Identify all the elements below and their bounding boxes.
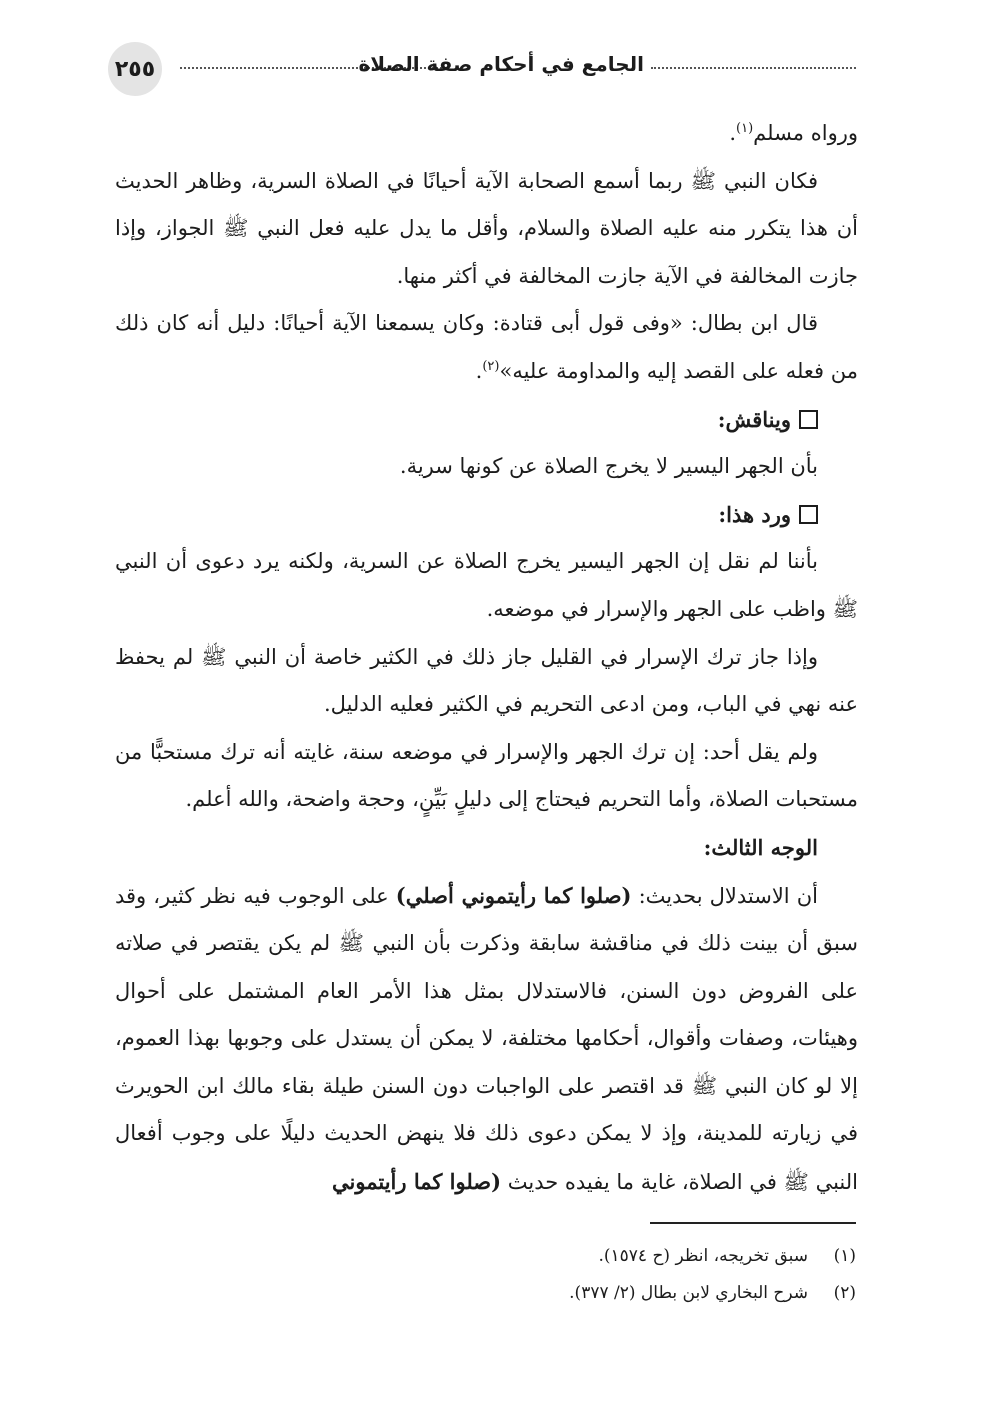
header-title: الجامع في أحكام صفة الصلاة xyxy=(358,52,644,76)
subheading-discussion xyxy=(115,396,858,444)
paragraph-7: ولم يقل أحد: إن ترك الجهر والإسرار في موضعه سنة، غايته أنه ترك مستحبًّا من مستحبات الصلاة، وأما التحريم فيحتاج إلى دليلٍ بَيِّنٍ، وحجة واضحة، والله أعلم. xyxy=(115,739,858,812)
paragraph-3 xyxy=(115,300,858,395)
footnote-2 xyxy=(256,1275,856,1312)
subheading-reply-label: ورد هذا: xyxy=(718,501,791,527)
header-dotted-leader-right xyxy=(651,67,856,69)
paragraph-5: بأننا لم نقل إن الجهر اليسير يخرج الصلاة عن السرية، ولكنه يرد دعوى أن النبي ﷺ واظب على الجهر والإسرار في موضعه. xyxy=(115,549,858,621)
main-text xyxy=(115,110,858,1207)
paragraph-1 xyxy=(115,110,858,158)
paragraph-4: بأن الجهر اليسير لا يخرج الصلاة عن كونها سرية. xyxy=(399,454,818,479)
subheading-discussion-label: ويناقش: xyxy=(717,406,791,432)
paragraph-1-end: . xyxy=(729,121,736,145)
paragraph-8-part-b: على الوجوب فيه نظر كثير، وقد سبق أن بينت ذلك في مناقشة سابقة وذكرت بأن النبي ﷺ لم يكن يقتصر في صلاته على الفروض دون السنن، فالاستدلال بمثل هذا الأمر العام المشتمل على أحوال وهيئات، وصفات وأقوال، أحكامها مختلفة، لا يمكن أن يستدل على وجوبها بهذا العموم، إلا لو كان النبي ﷺ قد اقتصر على الواجبات دون السنن طيلة بقاء مالك ابن الحويرث في زيارته للمدينة، وإذ لا يمكن دعوى ذلك فلا ينهض الحديث دليلًا على وجوب أفعال النبي ﷺ في الصلاة، غاية ما يفيده حديث xyxy=(115,883,858,1195)
footnote-separator xyxy=(650,1222,856,1224)
paragraph-1-text: ورواه مسلم xyxy=(753,121,858,145)
footnote-2-text: شرح البخاري لابن بطال (٢/ ٣٧٧). xyxy=(569,1283,808,1303)
footnote-ref-1[interactable]: (١) xyxy=(736,121,754,136)
footnote-1-number: (١) xyxy=(833,1246,856,1266)
running-header xyxy=(108,40,856,100)
square-bullet-icon xyxy=(799,505,818,524)
footnote-1-text: سبق تخريجه، انظر (ح ١٥٧٤). xyxy=(598,1246,808,1266)
footnote-1 xyxy=(256,1238,856,1275)
page-number-badge: ٢٥٥ xyxy=(108,42,162,96)
footnote-2-number: (٢) xyxy=(833,1283,856,1303)
hadith-quote-2: (صلوا كما رأيتموني xyxy=(332,1169,502,1195)
paragraph-6: وإذا جاز ترك الإسرار في القليل جاز ذلك في الكثير خاصة أن النبي ﷺ لم يحفظ عنه نهي في الباب، ومن ادعى التحريم في الكثير فعليه الدليل. xyxy=(115,644,858,717)
paragraph-3-text: قال ابن بطال: «وفى قول أبى قتادة: وكان يسمعنا الآية أحيانًا: دليل أنه كان ذلك من فعله على القصد إليه والمداومة عليه» xyxy=(115,311,858,383)
paragraph-8 xyxy=(115,872,858,1207)
footnote-ref-2[interactable]: (٢) xyxy=(482,358,500,374)
hadith-quote-1: (صلوا كما رأيتموني أصلي) xyxy=(395,882,632,908)
section-heading-third-aspect: الوجه الثالث: xyxy=(703,834,818,860)
subheading-reply xyxy=(115,491,858,539)
footnotes xyxy=(256,1238,856,1312)
paragraph-2: فكان النبي ﷺ ربما أسمع الصحابة الآية أحيانًا في الصلاة السرية، وظاهر الحديث أن هذا يتكرر منه عليه الصلاة والسلام، وأقل ما يدل عليه فعل النبي ﷺ الجواز، وإذا جازت المخالفة في الآية جازت المخالفة في أكثر منها. xyxy=(115,168,858,288)
paragraph-8-part-a: أن الاستدلال بحديث: xyxy=(631,883,818,908)
paragraph-3-end: . xyxy=(475,358,483,383)
square-bullet-icon xyxy=(799,410,818,429)
